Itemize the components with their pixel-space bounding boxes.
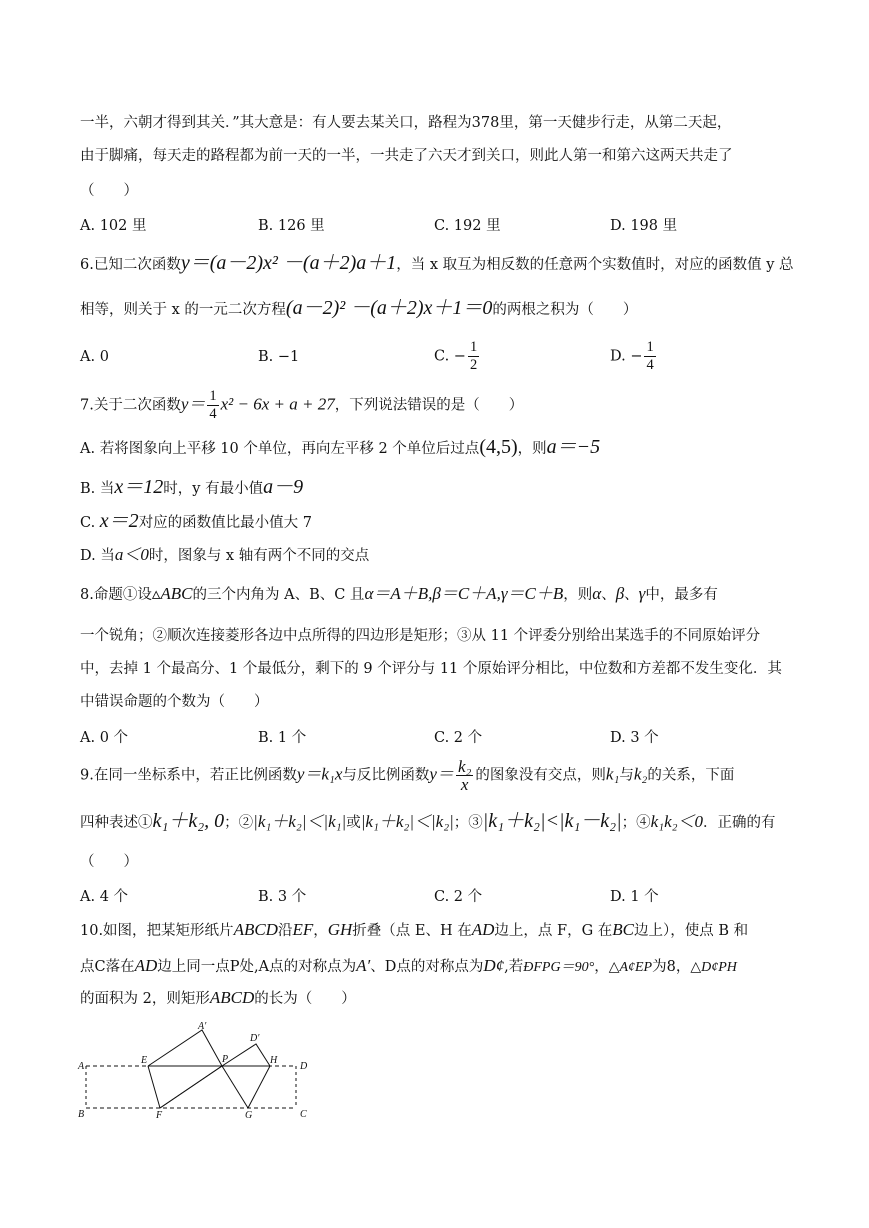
q10-stem-line-2: 点C落在AD边上同一点P处,A点的对称点为A′、D点的对称点为D¢,若ÐFPG＝90°，△A¢EP为8，△D¢PH	[80, 956, 737, 975]
q6-options	[80, 339, 780, 379]
q7-point: (4,5)	[479, 436, 518, 458]
q5-option-c[interactable]: C. 192 里	[434, 218, 501, 234]
label-g: G	[245, 1110, 253, 1120]
q8-option-a[interactable]: A. 0 个	[80, 730, 129, 746]
q5-text-line-1: 一半，六朝才得到其关．”其大意是：有人要去某关口，路程为378里，第一天健步行走，从第二天起，	[80, 115, 732, 131]
q7-text: ，下列说法错误的是（ ）	[334, 397, 524, 414]
q10-geometry-figure	[72, 1020, 322, 1120]
q6-option-c[interactable]: C. − $\frac{1}{2}$	[434, 339, 478, 373]
q9-option-c[interactable]: C. 2 个	[434, 889, 483, 905]
q6-option-c-fraction: $\frac{1}{2}$	[469, 339, 478, 373]
q7-y: y＝	[180, 394, 206, 414]
q7-function-rest: x² − 6x + a + 27	[220, 394, 335, 414]
q7-a-value: a＝−5	[546, 436, 601, 458]
fold-gh	[248, 1066, 270, 1108]
label-h: H	[270, 1055, 278, 1066]
q6-option-d[interactable]: D. − $\frac{1}{4}$	[610, 339, 654, 373]
q9-direct-function: y＝k₁x	[296, 764, 343, 784]
label-c: C	[300, 1109, 307, 1120]
q7-fraction: $\frac{1}{4}$	[209, 388, 217, 422]
q9-stem-line-1: 9.在同一坐标系中，若正比例函数y＝k₁x与反比例函数y＝ $\frac{\text{k₂}}{x}$ 的图象没有交点，则k₁与k₂的关系，下面	[80, 757, 735, 794]
q6-stem-line-1	[80, 253, 794, 275]
q8-option-c[interactable]: C. 2 个	[434, 730, 483, 746]
q8-triangle: ▵ABC	[151, 584, 193, 603]
fold-a-prime	[148, 1030, 222, 1066]
q7-option-c[interactable]: C. x＝2对应的函数值比最小值大 7	[80, 510, 313, 532]
q9-expr-4: k₁k₂＜0	[650, 812, 704, 831]
q6-equation-formula: (a－2)² －(a＋2)x＋1＝0	[285, 297, 493, 319]
q5-option-b[interactable]: B. 126 里	[258, 218, 325, 234]
q8-stem-line-3: 中，去掉 1 个最高分、1 个最低分，剩下的 9 个评分与 11 个原始评分相比，中位数和方差都不发生变化．其	[80, 661, 782, 677]
q9-options	[80, 885, 780, 907]
label-f: F	[156, 1110, 163, 1120]
q9-inverse-fraction: $\frac{\text{k₂}}{x}$	[457, 757, 472, 794]
q9-option-a[interactable]: A. 4 个	[80, 889, 129, 905]
q5-options	[80, 214, 780, 236]
q10-stem-line-1: 10.如图，把某矩形纸片ABCD沿EF，GH折叠（点 E、H 在AD边上，点 F，G 在BC边上），使点 B 和	[80, 920, 749, 939]
q6-text: 的两根之积为（ ）	[492, 302, 638, 318]
segment-pg	[222, 1066, 248, 1108]
q8-option-d[interactable]: D. 3 个	[610, 730, 659, 746]
q9-expr-2a: |k₁＋k₂|＜|k₁|	[253, 812, 347, 831]
q7-text: 7.关于二次函数	[80, 397, 181, 414]
q6-option-b[interactable]: B. −1	[258, 349, 300, 365]
q9-expr-3: |k₁＋k₂|<|k₁－k₂|	[482, 810, 622, 832]
label-d: D	[300, 1061, 308, 1072]
fold-d-prime	[222, 1044, 270, 1066]
label-p: P	[222, 1054, 229, 1065]
q8-option-b[interactable]: B. 1 个	[258, 730, 307, 746]
q8-stem-line-1: 8.命题①设▵ABC的三个内角为 A、B、C 且α＝A＋B,β＝C＋A,γ＝C＋B，则α、β、γ中，最多有	[80, 584, 718, 603]
q7-option-b[interactable]: B. 当x＝12时，y 有最小值a－9	[80, 476, 304, 498]
label-d-prime: D′	[250, 1033, 260, 1044]
q8-options	[80, 726, 780, 748]
q9-option-b[interactable]: B. 3 个	[258, 889, 307, 905]
q8-stem-line-4: 中错误命题的个数为（ ）	[80, 694, 269, 710]
q9-expr-2b: |k₁＋k₂|＜|k₂|	[360, 812, 454, 831]
label-b: B	[78, 1109, 85, 1120]
q5-text-line-2: 由于脚痛，每天走的路程都为前一天的一半，一共走了六天才到关口，则此人第一和第六这两天共走了	[80, 148, 733, 164]
q10-stem-line-3: 的面积为 2，则矩形ABCD的长为（ ）	[80, 988, 356, 1007]
q6-option-d-fraction: $\frac{1}{4}$	[646, 339, 654, 373]
q6-function-formula: y＝(a－2)x² －(a＋2)a＋1	[180, 252, 397, 274]
q6-text: 相等，则关于 x 的一元二次方程	[80, 302, 286, 318]
q8-stem-line-2: 一个锐角；②顺次连接菱形各边中点所得的四边形是矩形；③从 11 个评委分别给出某选手的不同原始评分	[80, 628, 761, 644]
segment-pf	[160, 1066, 222, 1108]
q8-angle-formula: α＝A＋B,β＝C＋A,γ＝C＋B	[364, 584, 564, 603]
q9-answer-paren: （ ）	[80, 854, 138, 870]
label-a: A	[78, 1061, 85, 1072]
q7-stem	[80, 388, 523, 422]
q9-expr-1: k₁＋k₂, 0	[152, 810, 225, 832]
q7-option-d[interactable]: D. 当a＜0时，图象与 x 轴有两个不同的交点	[80, 545, 370, 564]
q6-option-a[interactable]: A. 0	[80, 349, 109, 365]
q9-option-d[interactable]: D. 1 个	[610, 889, 659, 905]
fold-ef	[148, 1066, 160, 1108]
q6-text: ，当 x 取互为相反数的任意两个实数值时，对应的函数值 y 总	[396, 257, 794, 273]
q9-stem-line-2: 四种表述①k₁＋k₂, 0；②|k₁＋k₂|＜|k₁|或|k₁＋k₂|＜|k₂|；③|k₁＋k₂|<|k₁－k₂|；④k₁k₂＜0．正确的有	[80, 810, 776, 832]
q6-stem-line-2	[80, 298, 637, 320]
label-a-prime: A′	[198, 1021, 207, 1032]
q5-option-a[interactable]: A. 102 里	[80, 218, 147, 234]
q7-option-a[interactable]: A. 若将图象向上平移 10 个单位，再向左平移 2 个单位后过点(4,5)，则a＝−5	[80, 436, 601, 458]
q5-answer-paren: （ ）	[80, 183, 138, 199]
q5-option-d[interactable]: D. 198 里	[610, 218, 678, 234]
label-e: E	[141, 1055, 148, 1066]
q6-text: 6.已知二次函数	[80, 257, 181, 273]
